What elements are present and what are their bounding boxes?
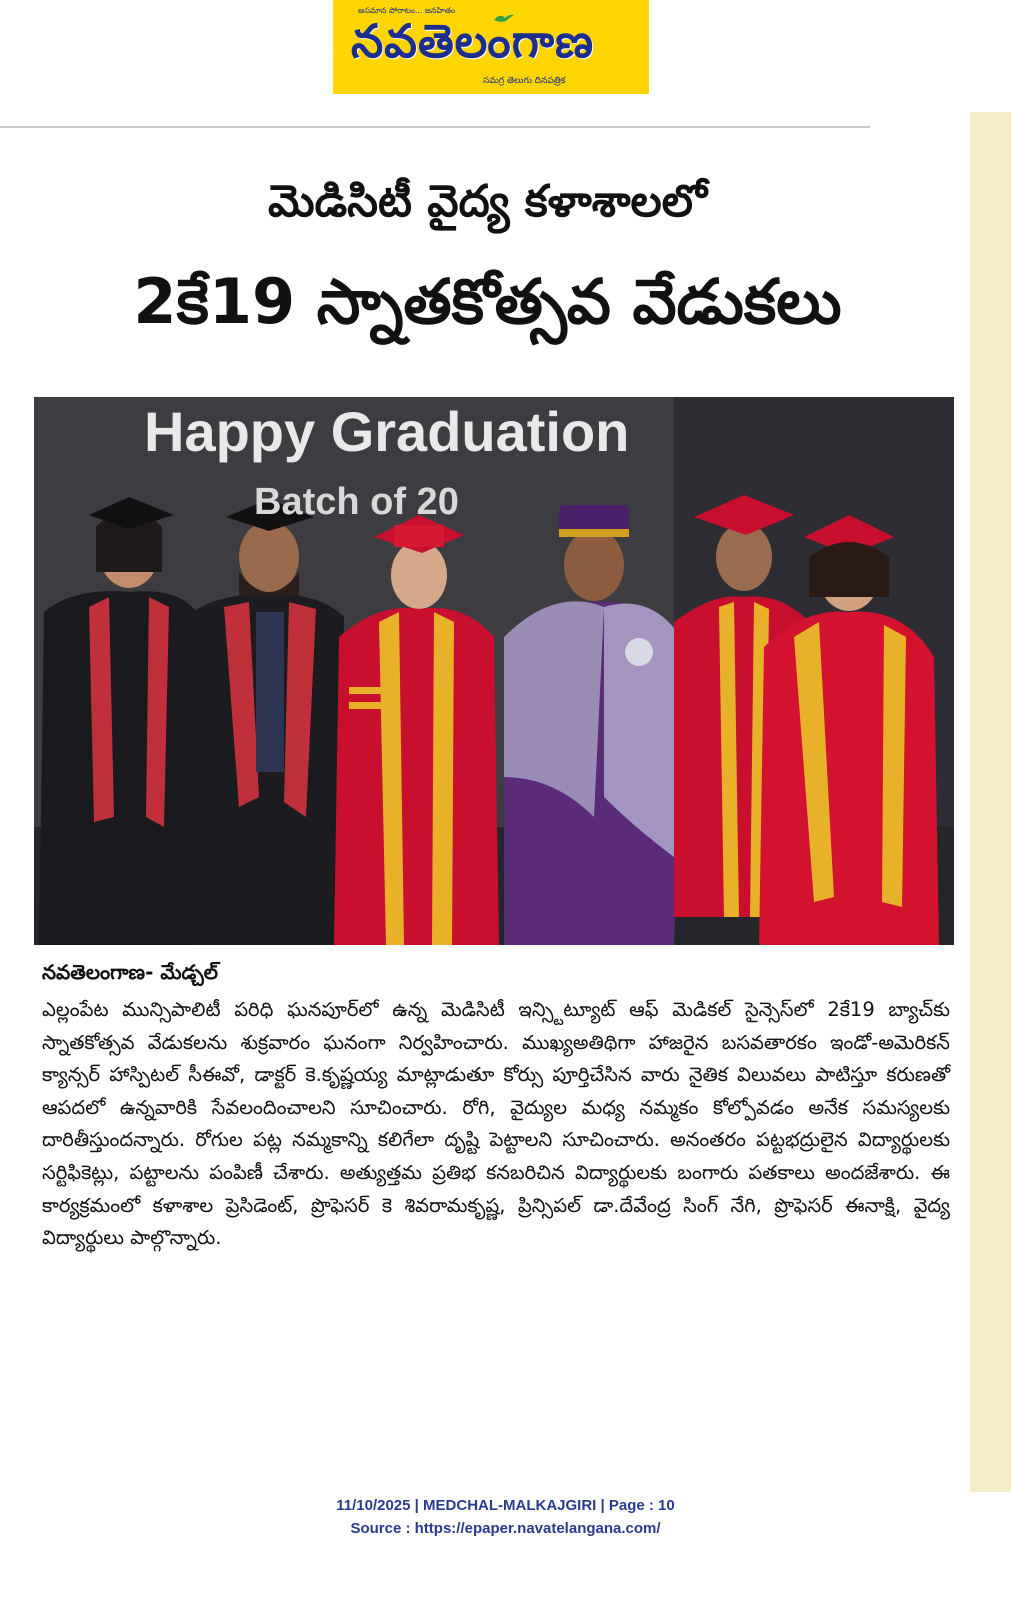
photo-banner-line2: Batch of 20 <box>254 481 459 523</box>
masthead-logo <box>333 0 649 94</box>
photo-banner-line1: Happy Graduation <box>144 400 630 463</box>
article-photo <box>34 397 954 945</box>
masthead-tagline: అసమాన పోరాటం... జనహితం <box>358 6 456 15</box>
masthead-title: నవతెలంగాణ <box>351 14 595 68</box>
adjacent-column-edge <box>970 112 1011 1492</box>
header-divider <box>0 126 870 128</box>
graduation-ceremony-illustration <box>34 397 954 945</box>
article-body: ఎల్లంపేట మున్సిపాలిటీ పరిధి ఘనపూర్‌లో ఉన్న మెడిసిటీ ఇన్స్టిట్యూట్ ఆఫ్ మెడికల్ సైన్సెస్‌లో 2కే19 బ్యాచ్‌కు స్నాతకోత్సవ వేడుకలను శుక్రవారం ఘనంగా నిర్వహించారు. ముఖ్యఅతిథిగా హాజరైన బసవతారకం ఇండో-అమెరికన్ క్యాన్సర్ హాస్పిటల్ సీఈవో, డాక్టర్ కె.కృష్ణయ్య మాట్లాడుతూ కోర్సు పూర్తిచేసిన వారు నైతిక విలువలు పాటిస్తూ కరుణతో ఆపదలో ఉన్నవారికి సేవలందించాలని సూచించారు. రోగి, వైద్యుల మధ్య నమ్మకం కోల్పోవడం అనేక సమస్యలకు దారితీస్తుందన్నారు. రోగుల పట్ల నమ్మకాన్ని కలిగేలా దృష్టి పెట్టాలని సూచించారు. అనంతరం పట్టభద్రులైన విద్యార్థులకు సర్టిఫికెట్లు, పట్టాలను పంపిణీ చేశారు. అత్యుత్తమ ప్రతిభ కనబరిచిన విద్యార్థులకు బంగారు పతకాలు అందజేశారు. ఈ కార్యక్రమంలో కళాశాల ప్రెసిడెంట్, ప్రొఫెసర్ కె శివరామకృష్ణ, ప్రిన్సిపల్ డా.దేవేంద్ర సింగ్ నేగి, ప్రొఫెసర్ ఈనాక్షి, వైద్య విద్యార్థులు పాల్గొన్నారు. <box>42 998 950 1250</box>
headline-line2: 2కే19 స్నాతకోత్సవ వేడుకలు <box>133 265 842 338</box>
headline-line1: మెడిసిటీ వైద్య కళాశాలలో <box>268 176 707 227</box>
article-dateline: నవతెలంగాణ- మేడ్చల్ <box>42 960 218 984</box>
footer-source-link[interactable]: Source : https://epaper.navatelangana.com/ <box>350 1520 661 1537</box>
footer-edition-info: 11/10/2025 | MEDCHAL-MALKAJGIRI | Page : 10 <box>336 1497 675 1514</box>
masthead-subline: సమగ్ర తెలుగు దినపత్రిక <box>483 76 566 86</box>
